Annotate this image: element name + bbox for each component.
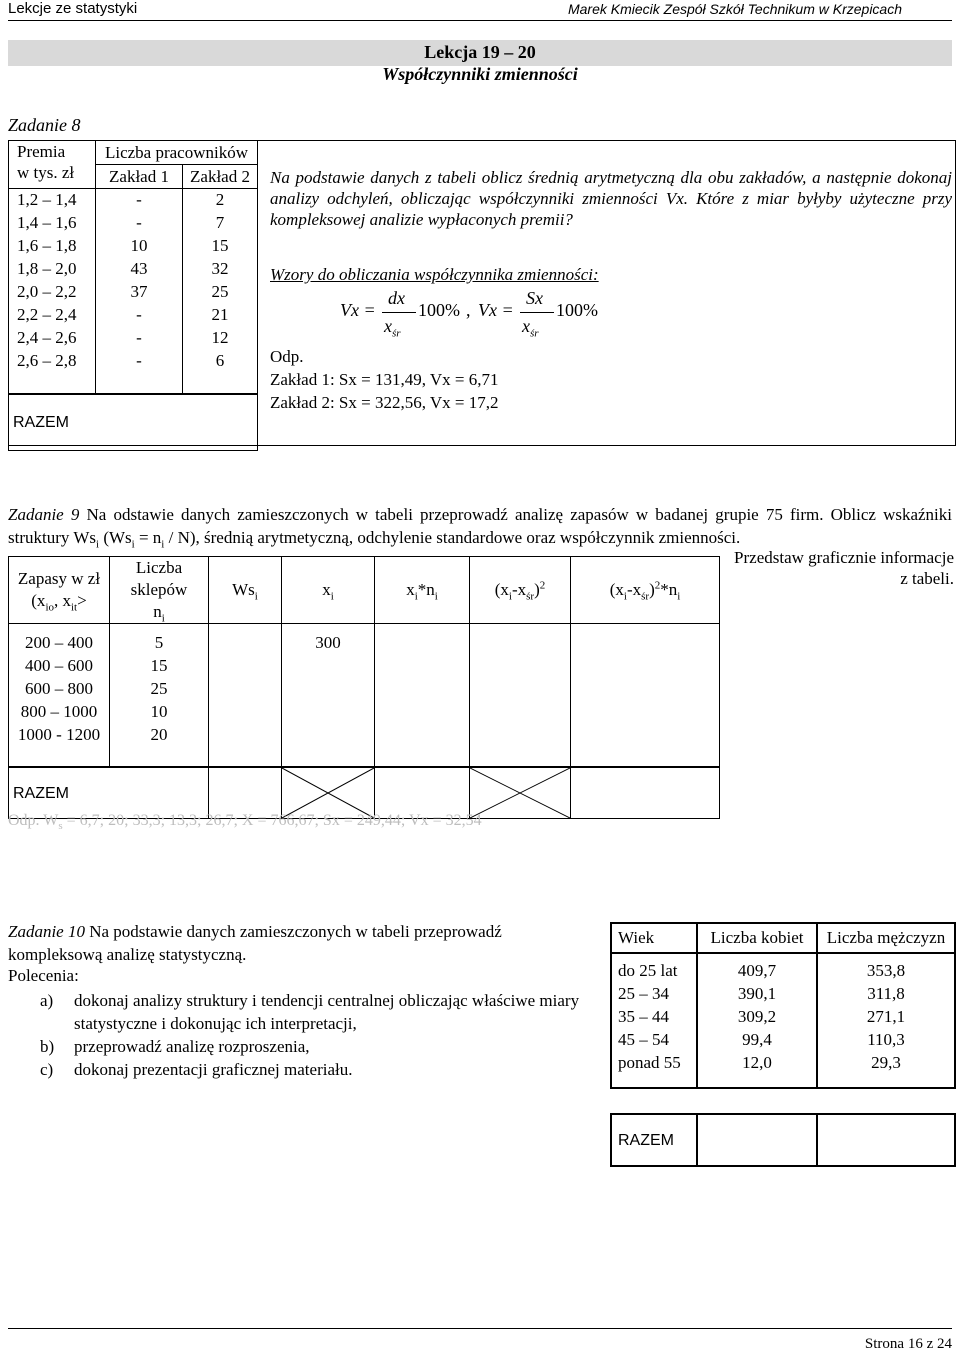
- z9-text: Na odstawie danych zamieszczonych w tabeli przeprowadź analizę zapasów w badanej grupie 75 firm. Oblicz wskaźniki struktury $Ws_i$ $(Ws_i = n_i / N)$, średnią arytmetyczną, odchylenie standardowe oraz współczynnik zmienności.: [8, 505, 952, 551]
- z10-cell-wiek: 25 – 34: [611, 982, 697, 1005]
- lesson-title: Lekcja 19 – 20: [424, 42, 536, 62]
- header-left: Lekcje ze statystyki: [8, 0, 138, 17]
- formula-100-1: 100%: [418, 300, 460, 320]
- page-header: [8, 0, 952, 21]
- lesson-subtitle: Współczynniki zmienności: [382, 64, 578, 84]
- z9-cell-n: 5: [110, 632, 209, 655]
- z8-odp-label: Odp.: [270, 347, 304, 366]
- z9-cell-range: 600 – 800: [9, 678, 110, 701]
- z10-table: [610, 922, 956, 1167]
- z8-cell-z1: 37: [96, 281, 183, 304]
- z8-heading: Zadanie 8: [8, 115, 81, 135]
- z8-col-premia-unit: w tys. zł: [17, 163, 75, 182]
- z8-col-z2: Zakład 2: [183, 165, 258, 189]
- z8-cell-range: 2,2 – 2,4: [9, 304, 96, 327]
- z8-formula: [340, 288, 640, 346]
- z8-task-text: Na podstawie danych z tabeli oblicz średnią arytmetyczną dla obu zakładów, a następnie dokonaj analizy odchyleń, obliczając współczynniki zmienności Vx. Które z miar byłyby użyteczne przy kompleksowej analizie wypłaconych premii?: [270, 168, 952, 229]
- z8-cell-z1: 10: [96, 235, 183, 258]
- z8-answer-2: Zakład 2: Sx = 322,56, Vx = 17,2: [270, 393, 499, 412]
- z10-cell-kobiet: 99,4: [697, 1028, 817, 1051]
- z8-cell-range: 1,2 – 1,4: [9, 189, 96, 212]
- z9-h-x: $x_i$: [282, 557, 375, 624]
- z10-text: Na podstawie danych zamieszczonych w tabeli przeprowadź kompleksową analizę statystyczną.: [8, 922, 502, 964]
- z9-h-liczba: Liczba sklepów $n_i$: [110, 557, 209, 624]
- z10-cell-kobiet: 409,7: [697, 959, 817, 982]
- z10-cell-mezczyzn: 353,8: [817, 959, 955, 982]
- z10-cell-wiek: 45 – 54: [611, 1028, 697, 1051]
- z9-task: [8, 503, 952, 549]
- page-footer: [8, 1328, 952, 1329]
- z9-h-devn: $(x_i-x_{śr})^2*n_i$: [571, 557, 720, 624]
- z8-cell-z2: 12: [183, 327, 258, 350]
- z10-cell-wiek: 35 – 44: [611, 1005, 697, 1028]
- z8-cell-z1: -: [96, 304, 183, 327]
- z10-cell-mezczyzn: 29,3: [817, 1051, 955, 1074]
- formula-dx: dx: [388, 288, 405, 308]
- formula-comma: ,: [466, 300, 471, 320]
- z10-polecenia: Polecenia:: [8, 966, 79, 985]
- z8-razem: RAZEM: [9, 394, 258, 451]
- z8-cell-range: 1,4 – 1,6: [9, 212, 96, 235]
- formula-100-2: 100%: [556, 300, 598, 320]
- z8-cell-range: 2,4 – 2,6: [9, 327, 96, 350]
- z9-cell-range: 800 – 1000: [9, 701, 110, 724]
- z8-col-liczba: Liczba pracowników: [96, 141, 258, 165]
- z8-cell-z2: 6: [183, 350, 258, 373]
- z10-cell-wiek: ponad 55: [611, 1051, 697, 1074]
- z9-h-xn: $x_i*n_i$: [375, 557, 470, 624]
- z8-answer-1: Zakład 1: Sx = 131,49, Vx = 6,71: [270, 370, 499, 389]
- z9-heading: Zadanie 9: [8, 505, 80, 524]
- formula-vx-2: Vx =: [478, 300, 514, 320]
- z9-razem-crossed-dev: [470, 767, 571, 819]
- formula-vx-1: Vx =: [340, 300, 376, 320]
- z9-cell-range: 1000 - 1200: [9, 724, 110, 747]
- formula-sx: Sx: [526, 288, 543, 308]
- z9-cell-n: 20: [110, 724, 209, 747]
- formula-xsr-2: $x_{śr}$: [522, 316, 539, 340]
- z9-h-zapasy: Zapasy w zł ($x_{io}$, $x_{it}>$: [9, 557, 110, 624]
- z8-cell-range: 1,6 – 1,8: [9, 235, 96, 258]
- z10-h-kobiet: Liczba kobiet: [697, 923, 817, 953]
- z8-cell-z2: 25: [183, 281, 258, 304]
- z8-cell-z1: -: [96, 189, 183, 212]
- z10-cell-kobiet: 390,1: [697, 982, 817, 1005]
- z9-razem-crossed-x: [282, 767, 375, 819]
- z8-cell-z2: 32: [183, 258, 258, 281]
- z8-cell-z1: -: [96, 212, 183, 235]
- z8-col-premia: Premia: [17, 142, 66, 161]
- z10-cell-kobiet: 309,2: [697, 1005, 817, 1028]
- z10-item-a: a) dokonaj analizy struktury i tendencji centralnej obliczając właściwe miary statystyczne i dokonując ich interpretacji,: [40, 991, 580, 1033]
- page-number: Strona 16 z 24: [864, 1336, 952, 1352]
- z9-table: [8, 556, 720, 819]
- z9-cell-x: 300: [282, 632, 375, 655]
- z10-cell-mezczyzn: 110,3: [817, 1028, 955, 1051]
- z8-cell-range: 2,6 – 2,8: [9, 350, 96, 373]
- z10-cell-mezczyzn: 311,8: [817, 982, 955, 1005]
- z8-cell-z1: -: [96, 350, 183, 373]
- z10-h-mezczyzn: Liczba mężczyzn: [817, 923, 955, 953]
- z8-cell-z2: 15: [183, 235, 258, 258]
- z9-cell-n: 15: [110, 655, 209, 678]
- z10-cell-mezczyzn: 271,1: [817, 1005, 955, 1028]
- header-right: Marek Kmiecik Zespół Szkół Technikum w Krzepicach: [567, 1, 902, 17]
- formula-fraction-bar-1: [382, 312, 416, 313]
- z10-item-b: b) przeprowadź analizę rozproszenia,: [40, 1037, 310, 1056]
- z8-cell-z2: 21: [183, 304, 258, 327]
- z10-h-wiek: Wiek: [611, 923, 697, 953]
- z9-cell-n: 25: [110, 678, 209, 701]
- z9-cell-range: 200 – 400: [9, 632, 110, 655]
- z10-cell-kobiet: 12,0: [697, 1051, 817, 1074]
- z10-razem: RAZEM: [611, 1114, 697, 1166]
- formula-fraction-bar-2: [520, 312, 554, 313]
- z10-cell-wiek: do 25 lat: [611, 959, 697, 982]
- formula-xsr-1: $x_{śr}$: [384, 316, 401, 340]
- z8-table: [8, 140, 258, 451]
- z10-task: [8, 920, 598, 966]
- z9-answer: Odp. $W_s = 6,7$; 20; 33,3; 13,3; 26,7; X = 766,67; Sx = 249,44; Vx = 32,54: [8, 812, 482, 833]
- z8-cell-z1: -: [96, 327, 183, 350]
- z8-cell-range: 1,8 – 2,0: [9, 258, 96, 281]
- z9-cell-n: 10: [110, 701, 209, 724]
- z8-cell-z1: 43: [96, 258, 183, 281]
- z9-side-note: Przedstaw graficznie informacje z tabeli.: [734, 548, 954, 588]
- z10-heading: Zadanie 10: [8, 922, 85, 941]
- z9-h-ws: $Ws_i$: [209, 557, 282, 624]
- z9-h-dev: $(x_i-x_{śr})^2$: [470, 557, 571, 624]
- z9-cell-range: 400 – 600: [9, 655, 110, 678]
- z8-formula-label: Wzory do obliczania współczynnika zmienności:: [270, 265, 599, 284]
- z9-razem: RAZEM: [9, 767, 209, 819]
- z8-cell-z2: 7: [183, 212, 258, 235]
- z10-item-c: c) dokonaj prezentacji graficznej materiału.: [40, 1060, 353, 1079]
- z8-cell-z2: 2: [183, 189, 258, 212]
- z8-cell-range: 2,0 – 2,2: [9, 281, 96, 304]
- z8-col-z1: Zakład 1: [96, 165, 183, 189]
